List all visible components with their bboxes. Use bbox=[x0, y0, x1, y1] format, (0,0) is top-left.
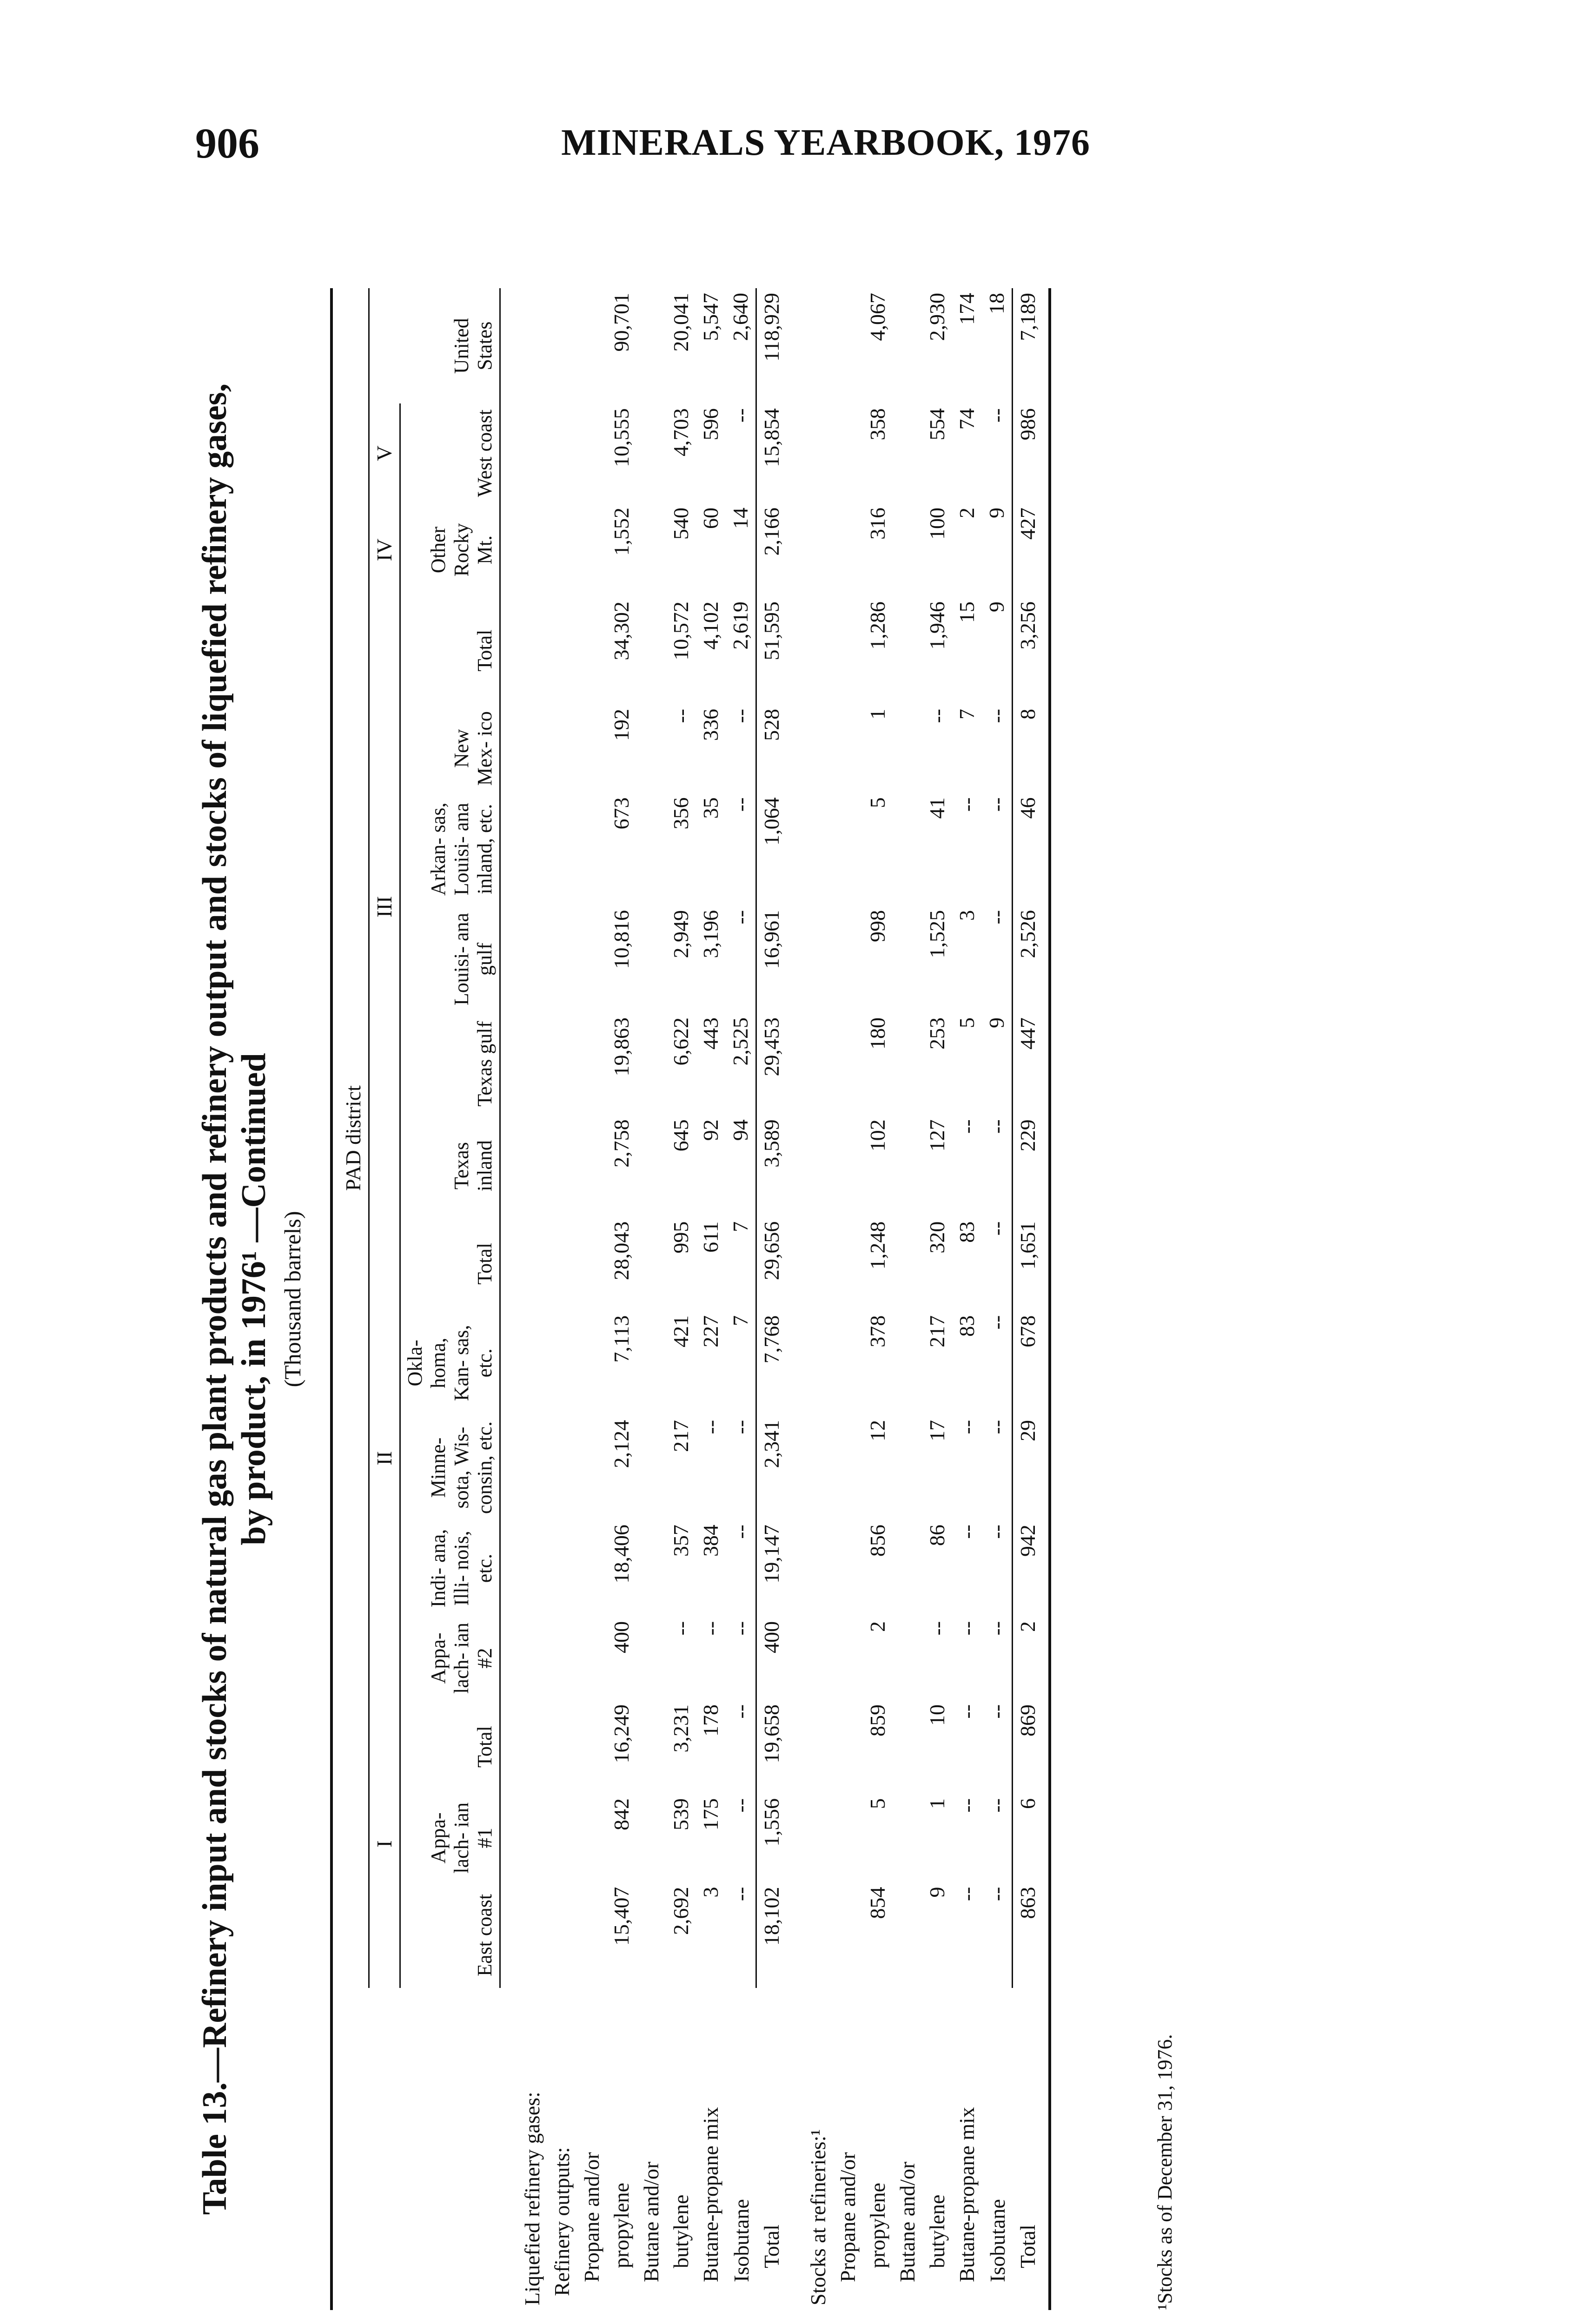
table-cell: -- bbox=[955, 1419, 979, 1434]
total-cell: 51,595 bbox=[756, 597, 787, 704]
total-cell: 1,064 bbox=[756, 793, 787, 905]
table-cell: 7 bbox=[729, 1221, 752, 1232]
district-ii: II bbox=[369, 1217, 400, 1700]
table-cell: -- bbox=[729, 408, 752, 423]
row-label-part1: Propane and/or bbox=[836, 2152, 860, 2282]
table-cell: -- bbox=[955, 1119, 979, 1134]
total-cell: 2,166 bbox=[756, 503, 787, 597]
table-cell: -- bbox=[985, 910, 1008, 924]
table-cell: 2,124 bbox=[609, 1419, 633, 1468]
total-cell: 19,147 bbox=[756, 1520, 787, 1617]
total-cell: 942 bbox=[1013, 1520, 1043, 1617]
section1-rows bbox=[577, 288, 787, 2310]
table-cell: -- bbox=[985, 1621, 1008, 1636]
table-cell: 554 bbox=[925, 408, 949, 441]
table-cell: 384 bbox=[699, 1525, 722, 1557]
table-cell: -- bbox=[925, 1621, 949, 1636]
section-subheading bbox=[547, 288, 577, 2310]
table-cell: 35 bbox=[699, 797, 722, 819]
row-label: butylene bbox=[925, 2194, 949, 2268]
row-label: Isobutane bbox=[985, 2199, 1009, 2282]
row-label: propylene bbox=[866, 2183, 889, 2268]
total-cell: 863 bbox=[1013, 1882, 1043, 1988]
table-cell: 34,302 bbox=[609, 601, 633, 660]
table-row bbox=[922, 288, 952, 2310]
table-cell: 16,249 bbox=[609, 1704, 633, 1763]
table-cell: 102 bbox=[866, 1119, 889, 1152]
total-cell: 427 bbox=[1013, 503, 1043, 597]
col-minnesota-wisconsin: Minne- sota, Wis- consin, etc. bbox=[400, 1415, 500, 1520]
col-texas-gulf: Texas gulf bbox=[400, 1013, 500, 1115]
top-rule bbox=[331, 288, 338, 2310]
table-cell: 10,816 bbox=[609, 910, 633, 969]
table-title-line-1: Table 13.—Refinery input and stocks of natural gas plant products and refinery output and stocks of liquefied refinery gases, bbox=[196, 383, 234, 2215]
table-cell: 1,286 bbox=[866, 601, 889, 650]
table-cell: 180 bbox=[866, 1017, 889, 1050]
table-cell: -- bbox=[729, 1798, 752, 1813]
table-cell: -- bbox=[985, 1704, 1008, 1719]
row-label: propylene bbox=[609, 2183, 633, 2268]
table-cell: 227 bbox=[699, 1315, 722, 1347]
table-cell: 673 bbox=[609, 797, 633, 830]
total-cell: 869 bbox=[1013, 1700, 1043, 1794]
table-cell: -- bbox=[985, 1419, 1008, 1434]
table-cell: 356 bbox=[669, 797, 693, 830]
table-cell: 2,949 bbox=[669, 910, 693, 958]
table-cell: 1,552 bbox=[609, 508, 633, 556]
total-cell: 447 bbox=[1013, 1013, 1043, 1115]
table-cell: -- bbox=[955, 1887, 979, 1901]
table-cell: 2,525 bbox=[729, 1017, 752, 1066]
column-header-row bbox=[400, 288, 500, 2310]
row-label-line bbox=[636, 288, 666, 2310]
table-cell: 174 bbox=[955, 293, 979, 325]
table-cell: 28,043 bbox=[609, 1221, 633, 1281]
table-cell: 12 bbox=[866, 1419, 889, 1441]
table-cell: 1 bbox=[925, 1798, 949, 1809]
section1-subheading: Refinery outputs: bbox=[550, 2147, 574, 2296]
row-label-line bbox=[577, 288, 607, 2310]
col-oklahoma-kansas: Okla- homa, Kan- sas, etc. bbox=[400, 1311, 500, 1415]
table-cell: 1 bbox=[866, 709, 889, 720]
total-cell: 46 bbox=[1013, 793, 1043, 905]
total-cell: 2,341 bbox=[756, 1415, 787, 1520]
total-cell: 118,929 bbox=[756, 288, 787, 403]
table-cell: 9 bbox=[985, 508, 1008, 519]
table-cell: -- bbox=[955, 1798, 979, 1813]
table-cell: 7,113 bbox=[609, 1315, 633, 1363]
col-west-coast: West coast bbox=[400, 403, 500, 503]
total-cell: 678 bbox=[1013, 1311, 1043, 1415]
table-cell: 859 bbox=[866, 1704, 889, 1736]
row-label: Butane-propane mix bbox=[699, 2107, 722, 2282]
table-cell: 74 bbox=[955, 408, 979, 430]
total-label: Total bbox=[760, 2225, 783, 2268]
total-cell: 18,102 bbox=[756, 1882, 787, 1988]
page-number: 906 bbox=[195, 119, 259, 167]
row-label: Butane-propane mix bbox=[955, 2107, 979, 2282]
table-cell: -- bbox=[729, 797, 752, 812]
table-cell: -- bbox=[699, 1419, 722, 1434]
row-label-part1: Propane and/or bbox=[580, 2152, 603, 2282]
table-cell: 4,703 bbox=[669, 408, 693, 456]
section2-rows bbox=[833, 288, 1043, 2310]
table-cell: 10,572 bbox=[669, 601, 693, 660]
table-cell: 5 bbox=[955, 1017, 979, 1028]
total-label: Total bbox=[1016, 2225, 1040, 2268]
table-cell: 18 bbox=[985, 293, 1008, 314]
table-cell: 2,619 bbox=[729, 601, 752, 650]
col-arkansas-louisiana-inland: Arkan- sas, Louisi- ana inland, etc. bbox=[400, 793, 500, 905]
footnote: ¹Stocks as of December 31, 1976. bbox=[1153, 2034, 1176, 2310]
page-header bbox=[0, 0, 1583, 195]
table-cell: -- bbox=[985, 1315, 1008, 1330]
table-cell: 378 bbox=[866, 1315, 889, 1347]
total-cell: 6 bbox=[1013, 1794, 1043, 1882]
table-cell: -- bbox=[985, 1221, 1008, 1236]
table-row bbox=[666, 288, 696, 2310]
table-cell: 9 bbox=[985, 1017, 1008, 1028]
table-cell: 15 bbox=[955, 601, 979, 623]
table-cell: 19,863 bbox=[609, 1017, 633, 1076]
table-cell: 10 bbox=[925, 1704, 949, 1726]
table-cell: 3 bbox=[955, 910, 979, 921]
total-cell: 16,961 bbox=[756, 905, 787, 1013]
table-title-line-2: by product, in 1976¹ —Continued bbox=[235, 1053, 273, 1545]
total-cell: 7,189 bbox=[1013, 288, 1043, 403]
table-cell: -- bbox=[955, 797, 979, 812]
table-cell: 2 bbox=[866, 1621, 889, 1632]
section2-heading: Stocks at refineries:¹ bbox=[806, 2129, 830, 2305]
total-cell: 2 bbox=[1013, 1617, 1043, 1700]
table-cell: 856 bbox=[866, 1525, 889, 1557]
col-united-states: United States bbox=[400, 288, 500, 403]
table-cell: 358 bbox=[866, 408, 889, 441]
table-cell: 5 bbox=[866, 797, 889, 808]
total-cell: 29,453 bbox=[756, 1013, 787, 1115]
total-row bbox=[756, 288, 787, 2310]
table-cell: 92 bbox=[699, 1119, 722, 1141]
table-cell: 842 bbox=[609, 1798, 633, 1830]
table-row bbox=[982, 288, 1013, 2310]
table-cell: 7 bbox=[955, 709, 979, 720]
table-cell: 3 bbox=[699, 1887, 722, 1898]
table-cell: 2,758 bbox=[609, 1119, 633, 1168]
table-cell: -- bbox=[985, 797, 1008, 812]
section-heading bbox=[803, 288, 833, 2310]
total-cell: 15,854 bbox=[756, 403, 787, 503]
col-total-iii: Total bbox=[400, 597, 500, 704]
table-row bbox=[952, 288, 982, 2310]
table-cell: 217 bbox=[669, 1419, 693, 1452]
table-cell: -- bbox=[955, 1525, 979, 1539]
table-cell: 4,102 bbox=[699, 601, 722, 650]
table-cell: 316 bbox=[866, 508, 889, 540]
col-appalachian-1: Appa- lach- ian #1 bbox=[400, 1794, 500, 1882]
table-cell: 90,701 bbox=[609, 293, 633, 352]
table-cell: 1,946 bbox=[925, 601, 949, 650]
total-cell: 1,651 bbox=[1013, 1217, 1043, 1311]
total-cell: 3,256 bbox=[1013, 597, 1043, 704]
table-cell: -- bbox=[729, 1525, 752, 1539]
table-cell: -- bbox=[729, 1704, 752, 1719]
table-cell: 83 bbox=[955, 1315, 979, 1337]
table-cell: 4,067 bbox=[866, 293, 889, 341]
total-cell: 3,589 bbox=[756, 1115, 787, 1216]
table-cell: -- bbox=[985, 408, 1008, 423]
table-cell: 645 bbox=[669, 1119, 693, 1152]
total-cell: 400 bbox=[756, 1617, 787, 1700]
table-cell: 15,407 bbox=[609, 1887, 633, 1946]
table-cell: 127 bbox=[925, 1119, 949, 1152]
table-cell: 1,525 bbox=[925, 910, 949, 958]
total-cell: 29,656 bbox=[756, 1217, 787, 1311]
row-label-part1: Butane and/or bbox=[895, 2161, 919, 2282]
table-cell: 357 bbox=[669, 1525, 693, 1557]
table-cell: -- bbox=[729, 709, 752, 723]
district-header-row bbox=[369, 288, 400, 2310]
row-label-line bbox=[893, 288, 922, 2310]
total-cell: 1,556 bbox=[756, 1794, 787, 1882]
row-label-line bbox=[833, 288, 863, 2310]
table-cell: 421 bbox=[669, 1315, 693, 1347]
table-cell: 2 bbox=[955, 508, 979, 519]
total-cell: 528 bbox=[756, 704, 787, 793]
table-cell: 83 bbox=[955, 1221, 979, 1243]
col-louisiana-gulf: Louisi- ana gulf bbox=[400, 905, 500, 1013]
table-cell: 178 bbox=[699, 1704, 722, 1736]
table-cell: 5,547 bbox=[699, 293, 722, 341]
table-cell: 217 bbox=[925, 1315, 949, 1347]
table-cell: 192 bbox=[609, 709, 633, 741]
table-cell: -- bbox=[985, 1119, 1008, 1134]
table-cell: 596 bbox=[699, 408, 722, 441]
col-total-ii: Total bbox=[400, 1217, 500, 1311]
table-cell: 540 bbox=[669, 508, 693, 540]
table-cell: -- bbox=[985, 1525, 1008, 1539]
table-cell: -- bbox=[699, 1621, 722, 1636]
table-cell: 20,041 bbox=[669, 293, 693, 352]
table-cell: 443 bbox=[699, 1017, 722, 1050]
running-title: MINERALS YEARBOOK, 1976 bbox=[561, 122, 1090, 163]
table-cell: -- bbox=[985, 1798, 1008, 1813]
table-cell: 253 bbox=[925, 1017, 949, 1050]
pad-header-row bbox=[338, 288, 369, 2310]
table-title-block bbox=[195, 288, 309, 2310]
table-cell: -- bbox=[729, 1887, 752, 1901]
table-cell: -- bbox=[729, 1419, 752, 1434]
table-cell: 94 bbox=[729, 1119, 752, 1141]
table-cell: 14 bbox=[729, 508, 752, 529]
bottom-rule bbox=[1043, 288, 1050, 2310]
col-new-mexico: New Mex- ico bbox=[400, 704, 500, 793]
col-east-coast: East coast bbox=[400, 1882, 500, 1988]
table-cell: 336 bbox=[699, 709, 722, 741]
row-label-part1: Butane and/or bbox=[639, 2161, 663, 2282]
table-cell: 17 bbox=[925, 1419, 949, 1441]
total-cell: 7,768 bbox=[756, 1311, 787, 1415]
table-cell: -- bbox=[729, 1621, 752, 1636]
table-cell: 3,231 bbox=[669, 1704, 693, 1753]
district-iv: IV bbox=[369, 503, 400, 597]
table-cell: -- bbox=[669, 709, 693, 723]
table-row bbox=[863, 288, 893, 2310]
table-cell: 3,196 bbox=[699, 910, 722, 958]
table-cell: 2,692 bbox=[669, 1887, 693, 1935]
col-appalachian-2: Appa- lach- ian #2 bbox=[400, 1617, 500, 1700]
table-cell: 9 bbox=[985, 601, 1008, 613]
col-total-i: Total bbox=[400, 1700, 500, 1794]
table-cell: 41 bbox=[925, 797, 949, 819]
total-cell: 29 bbox=[1013, 1415, 1043, 1520]
table-cell: 175 bbox=[699, 1798, 722, 1830]
table-cell: 400 bbox=[609, 1621, 633, 1653]
table-cell: 854 bbox=[866, 1887, 889, 1919]
total-row bbox=[1013, 288, 1043, 2310]
col-other-rocky-mt: Other Rocky Mt. bbox=[400, 503, 500, 597]
table-cell: 18,406 bbox=[609, 1525, 633, 1584]
table-cell: 1,248 bbox=[866, 1221, 889, 1270]
total-cell: 229 bbox=[1013, 1115, 1043, 1216]
district-i: I bbox=[369, 1700, 400, 1988]
table-cell: -- bbox=[669, 1621, 693, 1636]
table-row bbox=[726, 288, 756, 2310]
table-cell: 100 bbox=[925, 508, 949, 540]
row-label: butylene bbox=[669, 2194, 693, 2268]
section-heading bbox=[517, 288, 547, 2310]
table-row bbox=[607, 288, 636, 2310]
table-cell: 86 bbox=[925, 1525, 949, 1546]
table-cell: 998 bbox=[866, 910, 889, 943]
col-texas-inland: Texas inland bbox=[400, 1115, 500, 1216]
col-indiana-illinois: Indi- ana, Illi- nois, etc. bbox=[400, 1520, 500, 1617]
table-cell: 320 bbox=[925, 1221, 949, 1254]
table-cell: -- bbox=[985, 709, 1008, 723]
table-cell: 6,622 bbox=[669, 1017, 693, 1066]
table-cell: -- bbox=[955, 1621, 979, 1636]
table-units: (Thousand barrels) bbox=[279, 1211, 305, 1387]
row-label: Isobutane bbox=[729, 2199, 753, 2282]
data-table bbox=[330, 288, 1051, 2310]
pad-district-header: PAD district bbox=[338, 288, 369, 1988]
table-cell: 2,640 bbox=[729, 293, 752, 341]
table-cell: 5 bbox=[866, 1798, 889, 1809]
table-cell: 611 bbox=[699, 1221, 722, 1253]
table-cell: 9 bbox=[925, 1887, 949, 1898]
table-cell: 995 bbox=[669, 1221, 693, 1254]
table-cell: 539 bbox=[669, 1798, 693, 1830]
rotated-table-region bbox=[195, 288, 1186, 2310]
table-cell: -- bbox=[955, 1704, 979, 1719]
table-cell: -- bbox=[729, 910, 752, 924]
total-cell: 986 bbox=[1013, 403, 1043, 503]
total-cell: 2,526 bbox=[1013, 905, 1043, 1013]
section1-heading: Liquefied refinery gases: bbox=[520, 2092, 544, 2305]
table-cell: -- bbox=[925, 709, 949, 723]
table-cell: -- bbox=[985, 1887, 1008, 1901]
district-iii: III bbox=[369, 597, 400, 1217]
table-cell: 2,930 bbox=[925, 293, 949, 341]
table-cell: 60 bbox=[699, 508, 722, 529]
total-cell: 8 bbox=[1013, 704, 1043, 793]
table-cell: 10,555 bbox=[609, 408, 633, 467]
table-row bbox=[696, 288, 726, 2310]
district-v: V bbox=[369, 403, 400, 503]
total-cell: 19,658 bbox=[756, 1700, 787, 1794]
table-cell: 7 bbox=[729, 1315, 752, 1326]
